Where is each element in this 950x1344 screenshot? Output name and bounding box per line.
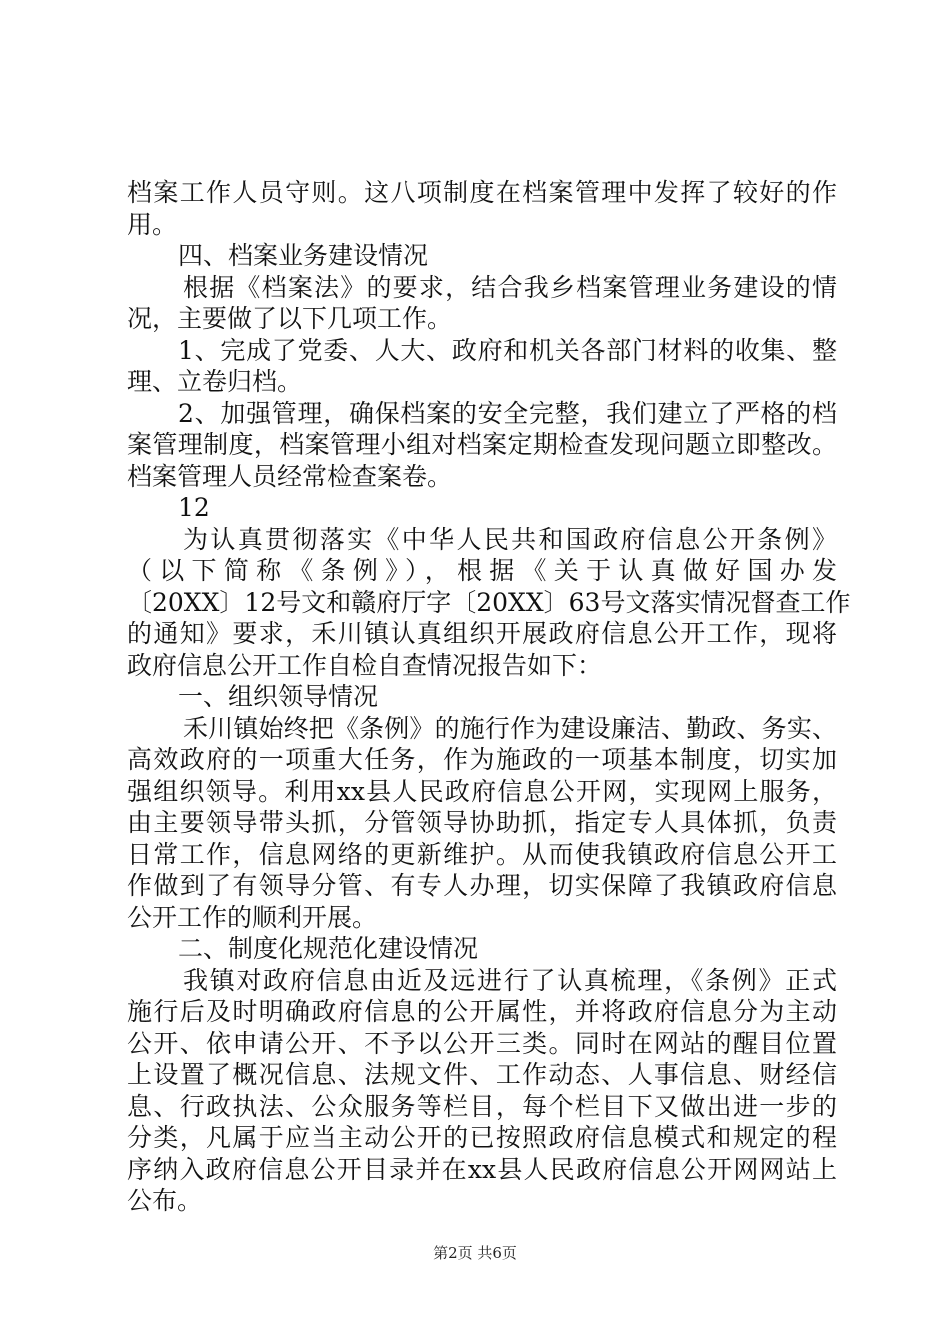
text-line: 由主要领导带头抓，分管领导协助抓，指定专人具体抓，负责 (127, 808, 837, 837)
text-line: 12 (178, 493, 210, 522)
section-heading: 一、组织领导情况 (178, 682, 379, 711)
text-line: 政府信息公开工作自检自查情况报告如下： (127, 651, 603, 680)
text-line: 〔20XX〕12号文和赣府厅字〔20XX〕63号文落实情况督查工作 (127, 588, 851, 617)
text-line: 施行后及时明确政府信息的公开属性，并将政府信息分为主动 (127, 997, 837, 1026)
text-line: 分类，凡属于应当主动公开的已按照政府信息模式和规定的程 (127, 1123, 837, 1152)
text-line: 公布。 (127, 1186, 203, 1215)
text-line: 作做到了有领导分管、有专人办理，切实保障了我镇政府信息 (127, 871, 837, 900)
text-line: 为认真贯彻落实《中华人民共和国政府信息公开条例》 (183, 525, 837, 554)
text-line: 高效政府的一项重大任务，作为施政的一项基本制度，切实加 (127, 745, 837, 774)
text-line: 上设置了概况信息、法规文件、工作动态、人事信息、财经信 (127, 1060, 837, 1089)
text-line: 案管理制度，档案管理小组对档案定期检查发现问题立即整改。 (127, 430, 837, 459)
section-heading: 四、档案业务建设情况 (178, 241, 429, 270)
text-line: 公开、依申请公开、不予以公开三类。同时在网站的醒目位置 (127, 1029, 837, 1058)
text-line: 公开工作的顺利开展。 (127, 903, 378, 932)
text-line: 息、行政执法、公众服务等栏目，每个栏目下又做出进一步的 (127, 1092, 837, 1121)
text-line: 况，主要做了以下几项工作。 (127, 304, 453, 333)
text-line: 1、完成了党委、人大、政府和机关各部门材料的收集、整 (178, 336, 837, 365)
text-line: 禾川镇始终把《条例》的施行作为建设廉洁、勤政、务实、 (183, 714, 837, 743)
text-line: 的通知》要求，禾川镇认真组织开展政府信息公开工作，现将 (127, 619, 837, 648)
text-line: 我镇对政府信息由近及远进行了认真梳理，《条例》正式 (183, 966, 837, 995)
text-line: 理、立卷归档。 (127, 367, 303, 396)
section-heading: 二、制度化规范化建设情况 (178, 934, 479, 963)
text-line: 强组织领导。利用xx县人民政府信息公开网，实现网上服务， (127, 777, 837, 806)
text-line: 用。 (127, 210, 178, 239)
page-number-footer: 第2页 共6页 (433, 1244, 517, 1262)
text-line: （以下简称《条例》），根据《关于认真做好国办发 (127, 556, 837, 585)
text-line: 根据《档案法》的要求，结合我乡档案管理业务建设的情 (183, 273, 837, 302)
text-line: 档案管理人员经常检查案卷。 (127, 462, 453, 491)
text-line: 档案工作人员守则。这八项制度在档案管理中发挥了较好的作 (127, 178, 837, 207)
text-line: 2、加强管理，确保档案的安全完整，我们建立了严格的档 (178, 399, 837, 428)
text-line: 日常工作，信息网络的更新维护。从而使我镇政府信息公开工 (127, 840, 837, 869)
text-line: 序纳入政府信息公开目录并在xx县人民政府信息公开网网站上 (127, 1155, 837, 1184)
